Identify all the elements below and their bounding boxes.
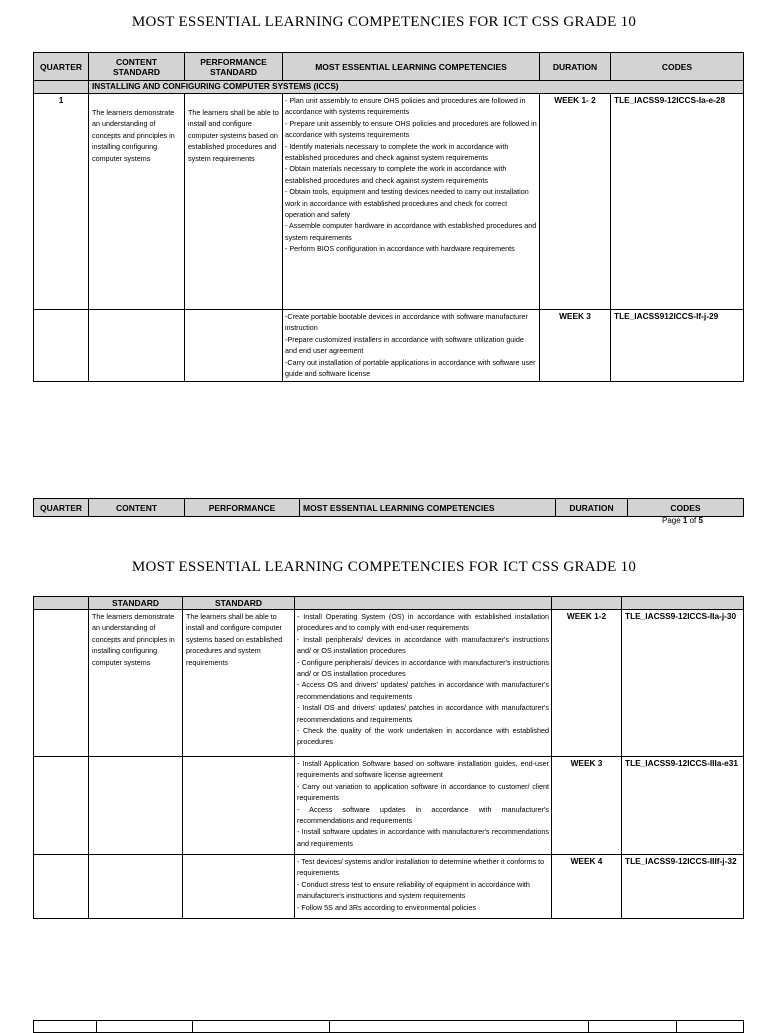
table-row (34, 610, 744, 757)
header-performance-standard: STANDARD (183, 597, 295, 610)
competencies-cell (295, 610, 552, 757)
competency-item: - Obtain tools, equipment and testing devices needed to carry out installation work in accordance with established procedures and check for correct operation and safety (285, 187, 529, 220)
header-melc: MOST ESSENTIAL LEARNING COMPETENCIES (300, 499, 556, 517)
competency-item: - Conduct stress test to ensure reliability of equipment in accordance with manufacturer's instructions and system requirements (297, 879, 530, 901)
duration-value: WEEK 4 (552, 855, 622, 919)
competencies-cell (283, 94, 540, 310)
section-row (34, 81, 744, 94)
competency-item: - Install software updates in accordance with manufacturer's recommendations and requirements (297, 827, 549, 848)
competencies-cell (283, 310, 540, 382)
competency-item: - Test devices/ systems and/or installation to determine whether it conforms to requirements (297, 857, 545, 878)
header-duration: DURATION (540, 53, 611, 81)
competency-item: - Identify materials necessary to complete the work in accordance with established procedures and check against system requirements (285, 141, 509, 163)
header-content: CONTENT (89, 499, 185, 517)
header-performance: PERFORMANCE (185, 499, 300, 517)
competency-item: - Assemble computer hardware in accordance with established procedures and system requirements (285, 221, 537, 242)
header-quarter: QUARTER (34, 499, 89, 517)
footer-header-table (33, 498, 744, 517)
table-row (34, 855, 744, 919)
melc-table-page2 (33, 596, 744, 919)
header-quarter: QUARTER (34, 53, 89, 81)
competency-item: -Prepare customized installers in accordance with software utilization guide and end user agreement (285, 334, 524, 356)
header-codes: CODES (611, 53, 744, 81)
competency-item: - Carry out variation to application software in accordance to customer/ client requirements (297, 781, 549, 803)
table-header-row (34, 597, 744, 610)
duration-value: WEEK 1- 2 (540, 94, 611, 310)
code-value: TLE_IACSS9-12ICCS-Ia-e-28 (611, 94, 744, 310)
header-melc: MOST ESSENTIAL LEARNING COMPETENCIES (283, 53, 540, 81)
table-header-row (34, 53, 744, 81)
content-standard-text: The learners demonstrate an understanding of concepts and principles in installing configuring computer systems (89, 610, 183, 757)
competencies-cell (295, 855, 552, 919)
header-performance-standard: PERFORMANCE STANDARD (185, 53, 283, 81)
page-number: Page 1 of 5 (662, 516, 703, 525)
competency-item: - Check the quality of the work undertaken in accordance with established procedures (297, 726, 549, 747)
duration-value: WEEK 3 (552, 757, 622, 855)
header-duration: DURATION (556, 499, 628, 517)
table-header-row (34, 499, 744, 517)
competency-item: - Plan unit assembly to ensure OHS policies and procedures are followed in accordance with systems requirements (285, 96, 526, 117)
next-table-edge (33, 1020, 744, 1033)
header-content-standard: STANDARD (89, 597, 183, 610)
competency-item: - Access OS and drivers' updates/ patches in accordance with manufacturer's recommendations and requirements (297, 680, 549, 701)
competency-item: - Obtain materials necessary to complete the work in accordance with established procedures and check against system requirements (285, 164, 507, 185)
competency-item: - Perform BIOS configuration in accordance with hardware requirements (285, 244, 515, 254)
code-value: TLE_IACSS9-12ICCS-IIa-j-30 (622, 610, 744, 757)
competency-item: - Prepare unit assembly to ensure OHS policies and procedures are followed in accordance with systems requirements (285, 118, 537, 140)
table-row (34, 94, 744, 310)
table-row (34, 310, 744, 382)
competencies-cell (295, 757, 552, 855)
competency-item: -Carry out installation of portable applications in accordance with software user guide and software license (285, 357, 536, 379)
code-value: TLE_IACSS9-12ICCS-IIIa-e31 (622, 757, 744, 855)
competency-item: - Install Application Software based on software installation guides, end-user requirements and software license agreement (297, 759, 549, 780)
duration-value: WEEK 1-2 (552, 610, 622, 757)
page-title: MOST ESSENTIAL LEARNING COMPETENCIES FOR ICT CSS GRADE 10 (131, 14, 637, 30)
quarter-value: 1 (34, 94, 89, 310)
section-title: INSTALLING AND CONFIGURING COMPUTER SYSTEMS (ICCS) (89, 81, 744, 94)
header-content-standard: CONTENT STANDARD (89, 53, 185, 81)
melc-table-page1 (33, 52, 744, 382)
table-row (34, 757, 744, 855)
competency-item: - Install OS and drivers' updates/ patches in accordance with manufacturer's recommendations and requirements (297, 703, 549, 724)
duration-value: WEEK 3 (540, 310, 611, 382)
header-codes: CODES (628, 499, 744, 517)
competency-item: - Install peripherals/ devices in accordance with manufacturer's instructions and/ or OS installation procedures (297, 634, 549, 656)
performance-standard-text: The learners shall be able to install and configure computer systems based on established procedures and system requirements (183, 610, 295, 757)
competency-item: - Configure peripherals/ devices in accordance with manufacturer's instructions and/ or OS installation procedures (297, 657, 549, 679)
content-standard-text: The learners demonstrate an understanding of concepts and principles in installing configuring computer systems (89, 94, 185, 310)
competency-item: - Access software updates in accordance with manufacturer's recommendations and requirements (297, 804, 549, 826)
page-title: MOST ESSENTIAL LEARNING COMPETENCIES FOR ICT CSS GRADE 10 (131, 559, 637, 575)
competency-item: - Install Operating System (OS) in accordance with established installation procedures and to comply with end-user requirements (297, 612, 549, 633)
performance-standard-text: The learners shall be able to install and configure computer systems based on established procedures and system requirements (185, 94, 283, 310)
competency-item: - Follow 5S and 3Rs according to environmental policies (297, 902, 476, 912)
code-value: TLE_IACSS912ICCS-If-j-29 (611, 310, 744, 382)
code-value: TLE_IACSS9-12ICCS-IIIf-j-32 (622, 855, 744, 919)
competency-item: -Create portable bootable devices in accordance with software manufacturer instruction (285, 312, 528, 333)
